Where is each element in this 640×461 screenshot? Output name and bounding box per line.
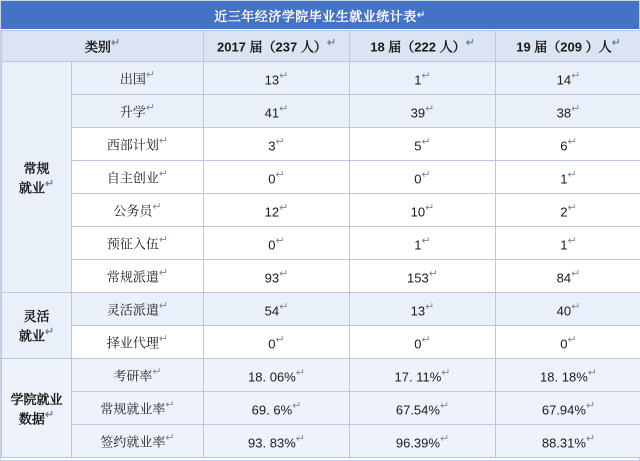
page-title	[1, 1, 639, 30]
paragraph-mark-icon: ↵	[425, 102, 435, 115]
table-row	[2, 392, 640, 425]
value-text: 67.94%	[541, 402, 586, 418]
cell-value	[496, 392, 640, 425]
paragraph-mark-icon: ↵	[110, 37, 121, 50]
paragraph-mark-icon: ↵	[465, 37, 475, 50]
paragraph-mark-icon: ↵	[279, 102, 289, 115]
value-text: 1	[414, 237, 422, 253]
paragraph-mark-icon: ↵	[439, 432, 450, 445]
value-text: 0	[268, 336, 276, 352]
value-text: 3	[268, 138, 276, 154]
cell-value	[496, 194, 640, 227]
row-item-label	[72, 293, 204, 326]
paragraph-mark-icon: ↵	[567, 201, 577, 214]
cell-value	[204, 128, 350, 161]
item-text: 升学	[119, 104, 146, 120]
row-item-label	[72, 359, 204, 392]
paragraph-mark-icon: ↵	[421, 333, 431, 346]
cell-value	[204, 326, 350, 359]
paragraph-mark-icon: ↵	[428, 267, 438, 280]
value-text: 69. 6%	[251, 402, 293, 418]
value-text: 5	[414, 138, 422, 154]
table-row	[2, 194, 640, 227]
cell-value	[496, 425, 640, 458]
cell-value	[204, 359, 350, 392]
category-label-line2-wrap	[2, 325, 71, 344]
paragraph-mark-icon: ↵	[158, 234, 169, 247]
value-text: 38	[556, 105, 572, 121]
paragraph-mark-icon: ↵	[567, 234, 577, 247]
paragraph-mark-icon: ↵	[441, 366, 451, 379]
category-label-line2-wrap	[2, 177, 71, 196]
category-label-line2-wrap	[2, 408, 71, 427]
value-text: 88.31%	[541, 435, 586, 451]
cell-value	[496, 359, 640, 392]
item-text: 公务员	[113, 203, 153, 219]
header-year-2017	[204, 31, 350, 62]
header-year-19	[496, 31, 640, 62]
paragraph-mark-icon: ↵	[279, 69, 289, 82]
cell-value	[204, 161, 350, 194]
cell-value	[350, 293, 496, 326]
value-text: 18. 06%	[248, 369, 296, 385]
value-text: 41	[264, 105, 280, 121]
value-text: 0	[268, 171, 276, 187]
value-text: 93. 83%	[248, 435, 296, 451]
value-text: 67.54%	[395, 402, 440, 418]
row-item-label	[72, 62, 204, 95]
cell-value	[496, 293, 640, 326]
value-text: 0	[560, 336, 568, 352]
value-text: 54	[264, 303, 280, 319]
paragraph-mark-icon: ↵	[421, 135, 431, 148]
table-row	[2, 62, 640, 95]
category-label-line2: 数据	[18, 411, 45, 427]
cell-value	[350, 425, 496, 458]
cell-value	[496, 95, 640, 128]
table-row	[2, 293, 640, 326]
value-text: 18. 18%	[540, 369, 588, 385]
header-category-label: 类别	[84, 39, 111, 55]
value-text: 0	[268, 237, 276, 253]
category-label-line1: 灵活	[23, 309, 50, 325]
paragraph-mark-icon: ↵	[421, 234, 431, 247]
paragraph-mark-icon: ↵	[44, 177, 55, 190]
paragraph-mark-icon: ↵	[275, 135, 285, 148]
paragraph-mark-icon: ↵	[158, 333, 169, 346]
paragraph-mark-icon: ↵	[326, 37, 337, 50]
cell-value	[350, 227, 496, 260]
paragraph-mark-icon: ↵	[421, 69, 431, 82]
paragraph-mark-icon: ↵	[44, 326, 55, 339]
value-text: 84	[556, 270, 572, 286]
item-text: 常规就业率	[100, 401, 166, 417]
row-item-label	[72, 425, 204, 458]
cell-value	[204, 425, 350, 458]
cell-value	[496, 161, 640, 194]
row-item-label	[72, 128, 204, 161]
item-text: 西部计划	[106, 137, 159, 153]
row-item-label	[72, 95, 204, 128]
paragraph-mark-icon: ↵	[145, 102, 156, 115]
item-text: 签约就业率	[100, 434, 166, 450]
table-row	[2, 326, 640, 359]
row-item-label	[72, 227, 204, 260]
item-text: 灵活派遣	[106, 302, 159, 318]
value-text: 96.39%	[395, 435, 440, 451]
cell-value	[496, 62, 640, 95]
paragraph-mark-icon: ↵	[425, 300, 435, 313]
paragraph-mark-icon: ↵	[585, 432, 596, 445]
value-text: 0	[414, 336, 422, 352]
paragraph-mark-icon: ↵	[571, 69, 581, 82]
paragraph-mark-icon: ↵	[275, 168, 285, 181]
paragraph-mark-icon: ↵	[44, 408, 55, 421]
value-text: 2	[560, 204, 568, 220]
cell-value	[204, 260, 350, 293]
table-row	[2, 128, 640, 161]
paragraph-mark-icon: ↵	[292, 399, 302, 412]
cell-value	[496, 326, 640, 359]
cell-value	[204, 227, 350, 260]
value-text: 12	[264, 204, 280, 220]
item-text: 考研率	[113, 368, 153, 384]
paragraph-mark-icon: ↵	[587, 366, 597, 379]
paragraph-mark-icon: ↵	[571, 267, 581, 280]
category-label-line2: 就业	[18, 180, 45, 196]
value-text: 17. 11%	[394, 369, 442, 385]
cell-value	[204, 392, 350, 425]
header-year-label: 18 届（222 人）	[370, 39, 466, 55]
row-item-label	[72, 161, 204, 194]
cell-value	[350, 392, 496, 425]
value-text: 6	[560, 138, 568, 154]
table-row	[2, 161, 640, 194]
employment-statistics-table	[1, 30, 640, 458]
value-text: 93	[264, 270, 280, 286]
paragraph-mark-icon: ↵	[158, 168, 169, 181]
paragraph-mark-icon: ↵	[279, 267, 289, 280]
paragraph-mark-icon: ↵	[152, 201, 162, 214]
paragraph-mark-icon: ↵	[567, 333, 577, 346]
paragraph-mark-icon: ↵	[567, 168, 577, 181]
item-text: 常规派遣	[106, 269, 159, 285]
paragraph-mark-icon: ↵	[275, 333, 285, 346]
value-text: 1	[560, 237, 568, 253]
paragraph-mark-icon: ↵	[439, 399, 450, 412]
value-text: 40	[556, 303, 572, 319]
cell-value	[350, 260, 496, 293]
paragraph-mark-icon: ↵	[279, 300, 289, 313]
value-text: 153	[407, 270, 429, 286]
paragraph-mark-icon: ↵	[571, 102, 581, 115]
paragraph-mark-icon: ↵	[279, 201, 289, 214]
paragraph-mark-icon: ↵	[158, 300, 169, 313]
cell-value	[350, 95, 496, 128]
paragraph-mark-icon: ↵	[275, 234, 285, 247]
cell-value	[350, 359, 496, 392]
item-text: 出国	[119, 71, 146, 87]
paragraph-mark-icon: ↵	[158, 135, 169, 148]
cell-value	[204, 62, 350, 95]
category-label-line2: 就业	[18, 328, 45, 344]
value-text: 39	[410, 105, 426, 121]
header-year-label: 19 届（209 ）人	[516, 39, 612, 55]
header-year-label: 2017 届（237 人）	[216, 39, 327, 55]
category-cell-college-data	[2, 359, 72, 458]
category-label-line1: 学院就业	[10, 391, 63, 407]
cell-value	[496, 227, 640, 260]
paragraph-mark-icon: ↵	[158, 267, 169, 280]
cell-value	[496, 128, 640, 161]
paragraph-mark-icon: ↵	[571, 300, 581, 313]
table-row	[2, 359, 640, 392]
cell-value	[496, 260, 640, 293]
cell-value	[204, 293, 350, 326]
value-text: 10	[410, 204, 426, 220]
table-row	[2, 260, 640, 293]
row-item-label	[72, 260, 204, 293]
item-text: 预征入伍	[106, 236, 159, 252]
value-text: 1	[560, 171, 568, 187]
cell-value	[350, 128, 496, 161]
cell-value	[350, 62, 496, 95]
page-title-text: 近三年经济学院毕业生就业统计表	[214, 8, 417, 24]
value-text: 13	[264, 72, 280, 88]
paragraph-mark-icon: ↵	[425, 201, 435, 214]
paragraph-mark-icon: ↵	[585, 399, 596, 412]
paragraph-mark-icon: ↵	[421, 168, 431, 181]
table-row	[2, 227, 640, 260]
category-cell-flexible-employment	[2, 293, 72, 359]
paragraph-mark-icon: ↵	[295, 366, 305, 379]
table-header-row	[2, 31, 640, 62]
cell-value	[350, 161, 496, 194]
paragraph-mark-icon: ↵	[152, 366, 162, 379]
cell-value	[204, 95, 350, 128]
table-row	[2, 425, 640, 458]
item-text: 择业代理	[106, 335, 159, 351]
paragraph-mark-icon: ↵	[611, 37, 621, 50]
category-label-line1: 常规	[23, 160, 50, 176]
category-cell-regular-employment	[2, 62, 72, 293]
cell-value	[204, 194, 350, 227]
value-text: 13	[410, 303, 426, 319]
paragraph-mark-icon: ↵	[416, 9, 426, 21]
paragraph-mark-icon: ↵	[295, 432, 305, 445]
header-category	[2, 31, 204, 62]
value-text: 0	[414, 171, 422, 187]
paragraph-mark-icon: ↵	[145, 69, 156, 82]
item-text: 自主创业	[106, 170, 159, 186]
paragraph-mark-icon: ↵	[165, 432, 175, 445]
row-item-label	[72, 326, 204, 359]
cell-value	[350, 326, 496, 359]
paragraph-mark-icon: ↵	[165, 399, 175, 412]
value-text: 1	[414, 72, 422, 88]
cell-value	[350, 194, 496, 227]
value-text: 14	[556, 72, 572, 88]
row-item-label	[72, 194, 204, 227]
header-year-18	[350, 31, 496, 62]
row-item-label	[72, 392, 204, 425]
table-row	[2, 95, 640, 128]
paragraph-mark-icon: ↵	[567, 135, 577, 148]
